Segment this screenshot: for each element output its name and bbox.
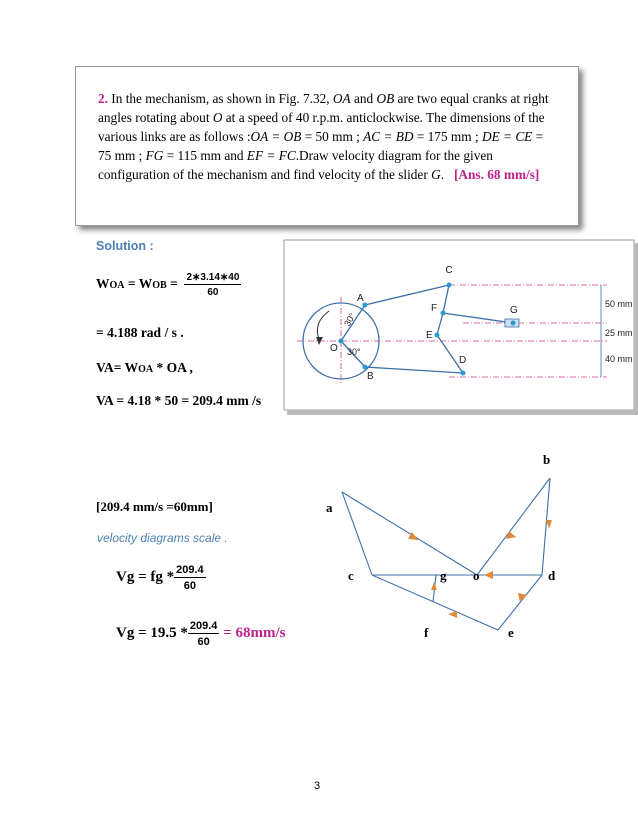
problem-statement-box [75, 66, 579, 226]
answer: [Ans. 68 mm/s] [454, 167, 540, 182]
vg-fraction [174, 564, 206, 592]
omega-fraction [184, 272, 241, 298]
omega-lhs: W [96, 276, 110, 292]
fig-dim-50: 50 mm [605, 299, 633, 309]
omega-numerator: 2∗3.14∗40 [186, 272, 240, 283]
va-def-2: * OA , [153, 360, 193, 375]
problem-text-5: . [440, 167, 445, 182]
va-def-sub: OA [138, 364, 154, 375]
symbol-ob: OB [376, 91, 395, 106]
solution-title: Solution : [96, 239, 154, 253]
vg-formula [116, 564, 206, 592]
vg-result: = 68mm/s [219, 625, 286, 641]
omega-result: = 4.188 rad / s . [96, 325, 184, 340]
arrow-icon-de [518, 593, 527, 602]
arrow-icon-do [484, 571, 493, 579]
fig-label-c: C [445, 265, 453, 276]
arrow-icon-fg [431, 582, 437, 590]
omega-denominator: 60 [207, 287, 219, 298]
omega-equation [96, 272, 241, 298]
vg-fraction-2 [188, 620, 220, 648]
velocity-diagram [320, 440, 580, 650]
diag-label-g: g [440, 568, 447, 583]
dims-4: = 175 mm ; [413, 129, 482, 144]
fig-dim-40: 40 mm [605, 354, 633, 364]
diag-label-o: o [473, 568, 480, 583]
figure-shadow-bottom [287, 410, 637, 415]
vg-denominator-2: 60 [197, 636, 210, 648]
dims-5: DE = CE [481, 129, 533, 144]
problem-text-3: at a speed of 40 r.p.m. anticlockwise. The dimensions of the various links are as follows : [98, 110, 545, 144]
omega-sub-oa: OA [109, 280, 125, 292]
vg-numerator: 209.4 [176, 564, 204, 576]
scale-note: velocity diagrams scale . [97, 531, 228, 545]
fig-dim-25: 25 mm [605, 328, 633, 338]
fig-label-a: A [357, 293, 364, 304]
figure-shadow-right [634, 243, 638, 415]
symbol-g: G [431, 167, 441, 182]
dims-7: FG [145, 148, 164, 163]
scale-ratio: [209.4 mm/s =60mm] [96, 499, 213, 514]
velocity-arrowheads [408, 520, 552, 618]
velocity-vectors [342, 478, 550, 630]
omega-sub-ob: OB [152, 280, 167, 292]
symbol-oa: OA [332, 91, 351, 106]
arrow-icon-bd [546, 520, 552, 529]
symbol-o: O [212, 110, 223, 125]
vg-calculation [116, 620, 285, 648]
problem-text-2: are two equal cranks at right angles rotating about [98, 91, 549, 125]
fig-label-o: O [330, 343, 338, 354]
figure-border [284, 240, 634, 410]
va-def-1: VA= W [96, 360, 139, 375]
fig-label-g: G [510, 305, 518, 316]
page-number: 3 [314, 780, 321, 792]
fig-label-b: B [367, 371, 374, 382]
diag-label-e: e [508, 625, 514, 640]
diag-label-b: b [543, 452, 551, 467]
dims-2: = 50 mm ; [301, 129, 364, 144]
vg-formula-lhs: Vg = fg * [116, 569, 175, 585]
va-definition [96, 360, 193, 376]
arrow-icon-ob [506, 531, 516, 539]
omega-eq: = [166, 276, 178, 292]
problem-text-1: In the mechanism, as shown in Fig. 7.32, [107, 91, 333, 106]
dims-1: OA = OB [250, 129, 302, 144]
fig-angle-1: 30° [342, 311, 358, 328]
dims-8: = 115 mm and [163, 148, 247, 163]
omega-mid: = W [124, 276, 153, 292]
fig-label-f: F [431, 303, 438, 314]
vg-numerator-2: 209.4 [189, 620, 218, 632]
fig-label-d: D [459, 355, 467, 366]
dims-3: AC = BD [363, 129, 414, 144]
diag-label-c: c [348, 568, 354, 583]
problem-and: and [350, 91, 377, 106]
diag-label-a: a [326, 500, 333, 515]
problem-number: 2. [98, 91, 108, 106]
problem-text-4: .Draw velocity diagram for the given configuration of the mechanism and find velocity of the slider [98, 148, 493, 182]
fig-label-e: E [426, 330, 433, 341]
dims-6: = 75 mm ; [98, 129, 544, 163]
fig-angle-2: 30° [347, 347, 361, 357]
mechanism-figure [283, 239, 638, 417]
va-value: VA = 4.18 * 50 = 209.4 mm /s [96, 393, 262, 408]
diag-label-f: f [424, 625, 429, 640]
arrow-icon-ce [448, 611, 457, 618]
vg-denominator: 60 [183, 580, 197, 592]
vg-calc-lhs: Vg = 19.5 * [116, 625, 188, 641]
diag-label-d: d [548, 568, 556, 583]
dims-9: EF = FC [246, 148, 296, 163]
